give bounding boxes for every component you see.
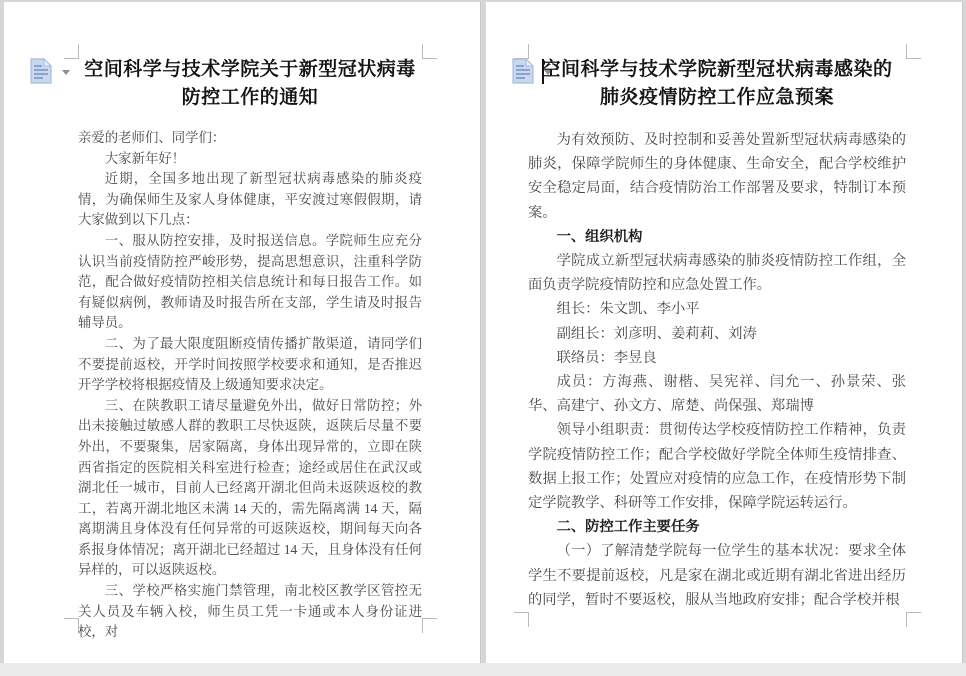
paragraph[interactable]: （一）了解清楚学院每一位学生的基本状况：要求全体学生不要提前返校，凡是家在湖北或近期有湖北省进出经历的同学，暂时不要返校，服从当地政府安排；配合学校并根 (528, 543, 906, 608)
plan-title-line2[interactable]: 肺炎疫情防控工作应急预案 (599, 87, 834, 108)
section-heading[interactable]: 二、防控工作主要任务 (556, 519, 700, 536)
margin-corner-mark (514, 44, 529, 59)
paragraph[interactable]: 学院成立新型冠状病毒感染的肺炎疫情防控工作组，全面负责学院疫情防控和应急处置工作。 (528, 253, 906, 294)
notice-title-line2[interactable]: 防控工作的通知 (181, 87, 319, 108)
paragraph[interactable]: 联络员：李昱良 (556, 349, 657, 366)
margin-corner-mark (422, 618, 437, 633)
paragraph[interactable]: 三、学校严格实施门禁管理，南北校区教学区管控无关人员及车辆入校，师生员工凭一卡通或本人身份证进校，对 (78, 583, 422, 640)
document-page-1[interactable] (4, 2, 480, 663)
workspace-bottom-margin (0, 663, 966, 676)
paragraph[interactable]: 亲爱的老师们、同学们： (78, 130, 226, 145)
paragraph[interactable]: 二、为了最大限度阻断疫情传播扩散渠道，请同学们不要提前返校，开学时间按照学校要求和通知，是否推迟开学学校将根据疫情及上级通知要求决定。 (78, 335, 422, 393)
paragraph[interactable]: 三、在陕教职工请尽量避免外出，做好日常防控；外出未接触过敏感人群的教职工尽快返陕，返陕后尽量不要外出，不要聚集，居家隔离，身体出现异常的，立即在陕西省指定的医院相关科室进行检查；途经或居住在武汉或湖北任一城市，目前人已经离开湖北但尚未返陕返校的教工，若离开湖北地区未满 14 天的，需先隔离满 14 天，隔离期满且身体没有任何异常的可返陕返校，期间每天向各系报身体情况；离开湖北已经超过 14 天，且身体没有任何异样的，可以返陕返校。 (78, 397, 422, 578)
margin-corner-mark (514, 612, 529, 627)
notice-title[interactable] (78, 56, 422, 112)
margin-corner-mark (906, 44, 921, 59)
paragraph[interactable]: 一、服从防控安排，及时报送信息。学院师生应充分认识当前疫情防控严峻形势，提高思想意识，注重科学防范，配合做好疫情防控相关信息统计和每日报告工作。如有疑似病例，教师请及时报告所在支部，学生请及时报告辅导员。 (78, 232, 422, 331)
margin-corner-mark (906, 612, 921, 627)
paragraph[interactable]: 近期，全国多地出现了新型冠状病毒感染的肺炎疫情，为确保师生及家人身体健康，平安渡过寒假假期，请大家做到以下几点： (78, 171, 422, 228)
paragraph[interactable]: 领导小组职责：贯彻传达学校疫情防控工作精神，负责学院疫情防控工作；配合学校做好学院全体师生疫情排查、数据上报工作；处置应对疫情的应急工作，在疫情形势下制定学院教学、科研等工作安排，保障学院运转运行。 (528, 422, 906, 512)
chevron-down-icon[interactable] (62, 70, 70, 75)
paragraph[interactable]: 组长：朱文凯、李小平 (556, 301, 700, 318)
document-collapse-icon[interactable] (30, 58, 52, 84)
notice-body[interactable] (78, 128, 422, 643)
plan-title[interactable] (528, 56, 906, 112)
paragraph[interactable]: 为有效预防、及时控制和妥善处置新型冠状病毒感染的肺炎，保障学院师生的身体健康、生命安全，配合学校维护安全稳定局面，结合疫情防治工作部署及要求，特制订本预案。 (528, 132, 906, 221)
notice-title-line1[interactable]: 空间科学与技术学院关于新型冠状病毒 (84, 59, 416, 80)
plan-body[interactable] (528, 128, 906, 612)
plan-title-line1[interactable]: 空间科学与技术学院新型冠状病毒感染的 (541, 59, 893, 80)
paragraph[interactable]: 副组长：刘彦明、姜莉莉、刘涛 (556, 325, 757, 342)
document-page-2[interactable] (486, 2, 962, 663)
section-heading[interactable]: 一、组织机构 (556, 228, 643, 245)
paragraph[interactable]: 大家新年好！ (104, 150, 186, 166)
paragraph[interactable]: 成员：方海燕、谢楷、吴宪祥、闫允一、孙景荣、张华、高建宁、孙文方、席楚、尚保强、郑瑞博 (528, 374, 906, 415)
margin-corner-mark (64, 44, 79, 59)
margin-corner-mark (64, 618, 79, 633)
margin-corner-mark (422, 44, 437, 59)
